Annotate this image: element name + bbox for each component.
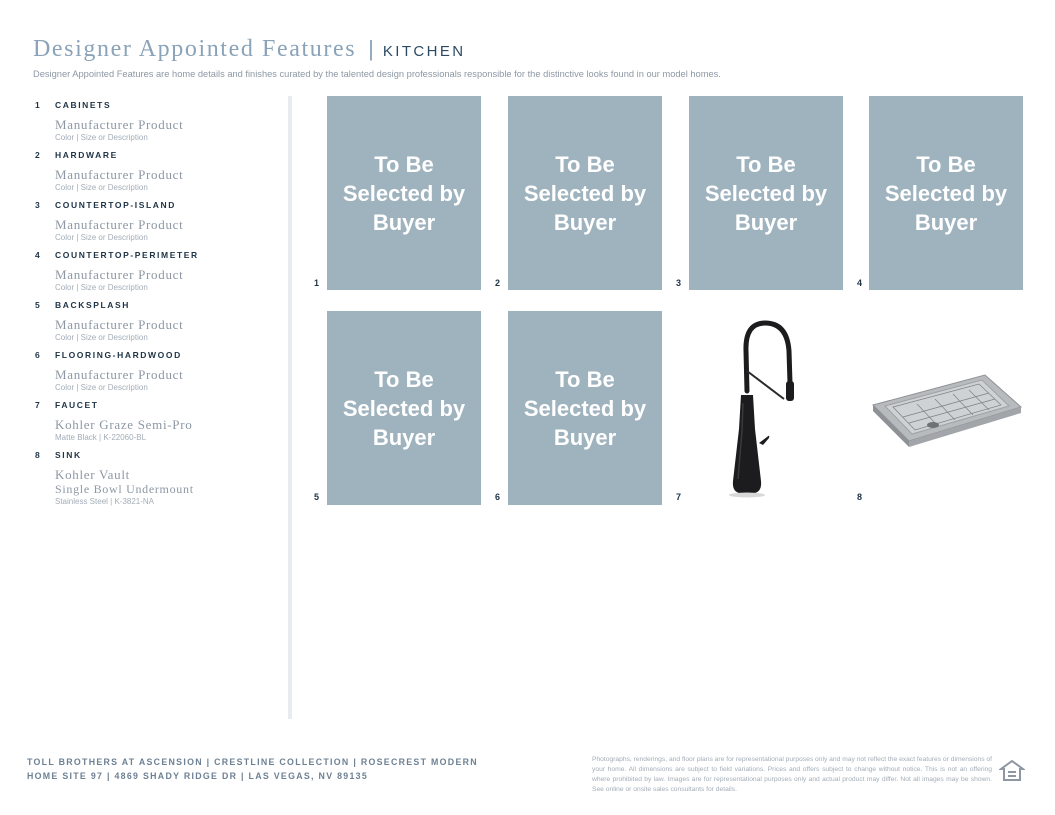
feature-category: COUNTERTOP-PERIMETER [55,250,199,260]
tile-placeholder-2 [508,96,662,290]
equal-housing-opportunity-icon [999,758,1025,784]
feature-number: 5 [35,300,40,310]
feature-number: 1 [35,100,40,110]
feature-item-countertop-island [35,200,275,243]
page-title: Designer Appointed Features [33,36,357,62]
feature-item-flooring-hardwood [35,350,275,393]
feature-detail: Color | Size or Description [55,133,148,142]
placeholder-text: To Be Selected by Buyer [884,151,1008,235]
feature-detail: Color | Size or Description [55,283,148,292]
feature-product: Manufacturer Product [55,117,184,132]
feature-category: FAUCET [55,400,99,410]
feature-number: 4 [35,250,40,260]
tile-placeholder-4 [869,96,1023,290]
tile-number: 1 [314,278,320,288]
tile-number: 5 [314,492,320,502]
tile-placeholder-3 [689,96,843,290]
placeholder-text: To Be Selected by Buyer [342,366,466,450]
feature-product-line2: Single Bowl Undermount [55,482,194,496]
community-line: TOLL BROTHERS AT ASCENSION | CRESTLINE COLLECTION | ROSECREST MODERN [27,757,478,767]
title-row [33,36,1033,63]
feature-product: Kohler Graze Semi-Pro [55,417,193,432]
feature-detail: Color | Size or Description [55,183,148,192]
tile-placeholder-5 [327,311,481,505]
faucet-image [689,311,843,505]
feature-list [35,100,275,514]
room-name: KITCHEN [382,43,466,60]
title-separator: | [368,36,374,61]
feature-item-faucet [35,400,275,443]
page-header [33,36,1033,79]
feature-number: 8 [35,450,40,460]
feature-category: BACKSPLASH [55,300,131,310]
tile-placeholder-1 [327,96,481,290]
feature-item-backsplash [35,300,275,343]
feature-product: Manufacturer Product [55,317,184,332]
faucet-icon [689,311,843,505]
vertical-divider [288,96,292,719]
feature-item-hardware [35,150,275,193]
placeholder-text: To Be Selected by Buyer [523,151,647,235]
community-info [27,755,478,783]
feature-category: CABINETS [55,100,112,110]
feature-number: 2 [35,150,40,160]
feature-number: 3 [35,200,40,210]
placeholder-text: To Be Selected by Buyer [342,151,466,235]
feature-number: 6 [35,350,40,360]
feature-product: Manufacturer Product [55,367,184,382]
feature-category: HARDWARE [55,150,118,160]
tile-number: 8 [857,492,863,502]
feature-item-sink [35,450,275,507]
tile-placeholder-6 [508,311,662,505]
feature-item-countertop-perimeter [35,250,275,293]
feature-detail: Matte Black | K-22060-BL [55,433,147,442]
tile-number: 7 [676,492,682,502]
tile-number: 2 [495,278,501,288]
feature-product: Kohler Vault [55,467,130,482]
feature-item-cabinets [35,100,275,143]
disclaimer: Photographs, renderings, and floor plans are for representational purposes only and may not reflect the exact features or dimensions of your home. All dimensions are subject to field variations. Prices and offers subject to change without notice. This is not an offering where prohibited by law. Images are for representational purposes only and actual product may differ. Not all images may be shown. See online or onsite sales consultants for details. [592,756,992,793]
page-subtitle: Designer Appointed Features are home details and finishes curated by the talented design professionals responsible for the distinctive looks found in our model homes. [33,69,721,79]
feature-detail: Color | Size or Description [55,333,148,342]
feature-product: Manufacturer Product [55,167,184,182]
feature-detail: Color | Size or Description [55,233,148,242]
address-line: HOME SITE 97 | 4869 SHADY RIDGE DR | LAS VEGAS, NV 89135 [27,771,369,781]
tile-number: 4 [857,278,863,288]
feature-product: Manufacturer Product [55,267,184,282]
feature-category: FLOORING-HARDWOOD [55,350,182,360]
feature-detail: Color | Size or Description [55,383,148,392]
placeholder-text: To Be Selected by Buyer [704,151,828,235]
tile-number: 6 [495,492,501,502]
feature-number: 7 [35,400,40,410]
feature-category: COUNTERTOP-ISLAND [55,200,177,210]
feature-category: SINK [55,450,82,460]
sink-image [869,311,1023,505]
feature-detail: Stainless Steel | K-3821-NA [55,497,155,506]
tile-number: 3 [676,278,682,288]
feature-product: Manufacturer Product [55,217,184,232]
placeholder-text: To Be Selected by Buyer [523,366,647,450]
sink-icon [869,311,1023,505]
